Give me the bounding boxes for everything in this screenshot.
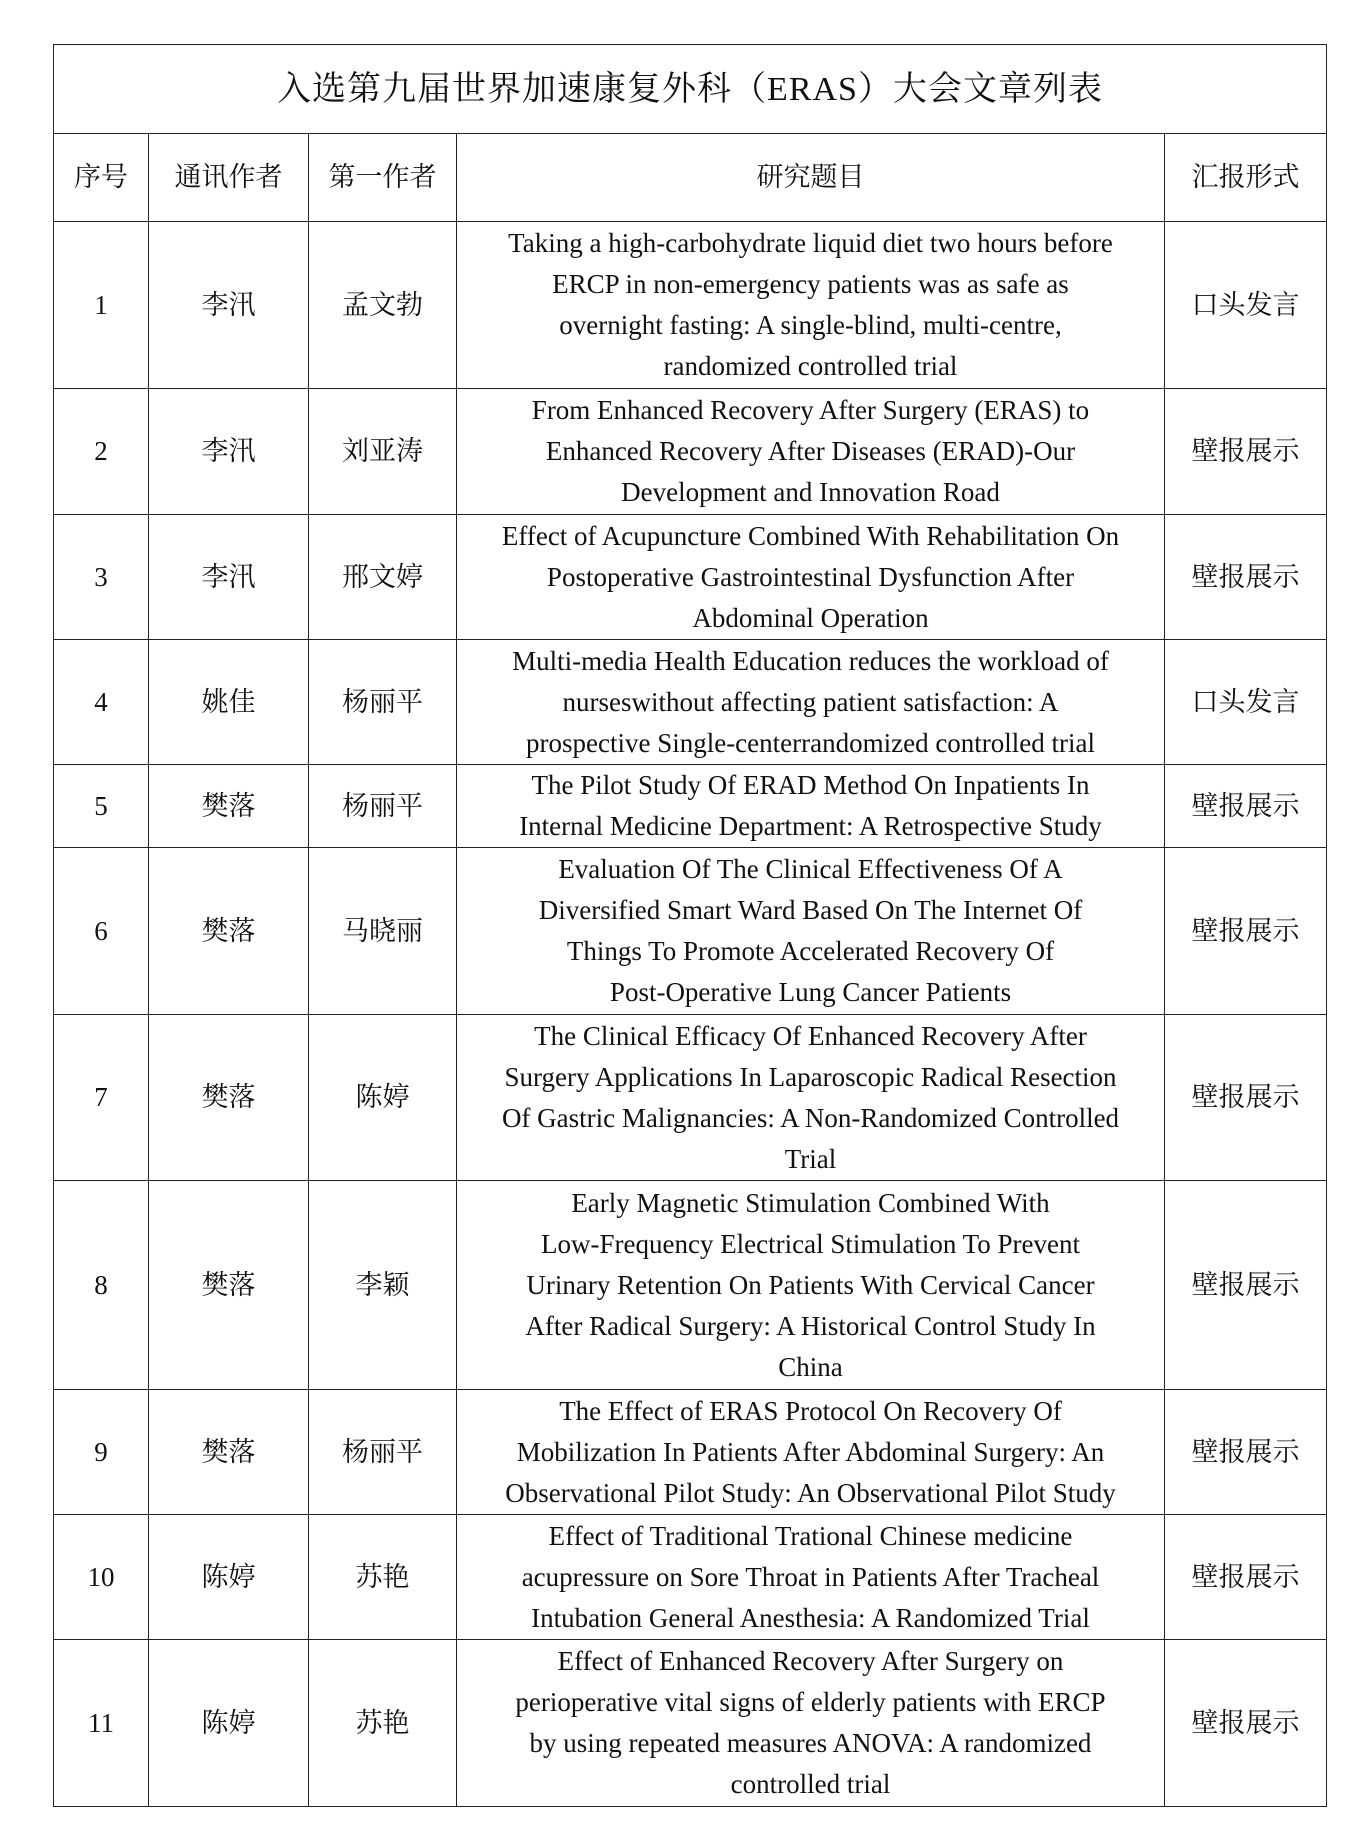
- research-title: [457, 765, 1165, 848]
- first-author: 刘亚涛: [309, 389, 457, 515]
- research-title-line: Things To Promote Accelerated Recovery Of: [566, 936, 1055, 966]
- research-title-line: Taking a high-carbohydrate liquid diet two hours before: [508, 228, 1113, 258]
- research-title-line: Surgery Applications In Laparoscopic Radical Resection: [504, 1061, 1117, 1092]
- research-title: [457, 1515, 1165, 1640]
- research-title: [457, 1181, 1165, 1390]
- table-row: [54, 222, 1327, 389]
- research-title: [457, 848, 1165, 1015]
- corresponding-author: 姚佳: [149, 640, 309, 765]
- research-title-line: Effect of Traditional Trational Chinese medicine: [548, 1520, 1073, 1551]
- presentation-format: 壁报展示: [1165, 1515, 1327, 1640]
- first-author: 李颖: [309, 1181, 457, 1390]
- table-row: [54, 640, 1327, 765]
- research-title-line: China: [778, 1351, 843, 1382]
- table-row: [54, 765, 1327, 848]
- research-title-line: Development and Innovation Road: [621, 477, 1000, 507]
- research-title-line: Post-Operative Lung Cancer Patients: [609, 977, 1012, 1007]
- research-title-line: Internal Medicine Department: A Retrospective Study: [519, 811, 1102, 841]
- research-title-line: The Effect of ERAS Protocol On Recovery Of: [559, 1395, 1062, 1426]
- table-row: [54, 1181, 1327, 1390]
- research-title: [457, 1390, 1165, 1515]
- corresponding-author: 樊落: [149, 1390, 309, 1515]
- table-row: [54, 1640, 1327, 1807]
- presentation-format: 壁报展示: [1165, 1390, 1327, 1515]
- table-title-row: [54, 45, 1327, 134]
- research-title-line: Early Magnetic Stimulation Combined With: [571, 1187, 1050, 1218]
- research-title-line: Observational Pilot Study: An Observational Pilot Study: [505, 1477, 1116, 1508]
- article-list-table: [53, 44, 1327, 1807]
- research-title-line: perioperative vital signs of elderly patients with ERCP: [515, 1687, 1106, 1717]
- corresponding-author: 樊落: [149, 765, 309, 848]
- corresponding-author: 陈婷: [149, 1640, 309, 1807]
- table-row: [54, 848, 1327, 1015]
- header-research-title: 研究题目: [457, 134, 1165, 222]
- research-title-line: Evaluation Of The Clinical Effectiveness Of A: [558, 854, 1063, 884]
- presentation-format: 壁报展示: [1165, 389, 1327, 515]
- table-row: [54, 389, 1327, 515]
- row-number: 3: [54, 515, 149, 640]
- research-title-line: Of Gastric Malignancies: A Non-Randomized Controlled: [501, 1102, 1120, 1133]
- research-title-line: Effect of Acupuncture Combined With Rehabilitation On: [501, 520, 1120, 551]
- research-title-line: acupressure on Sore Throat in Patients After Tracheal: [521, 1561, 1100, 1592]
- research-title-line: From Enhanced Recovery After Surgery (ERAS) to: [531, 395, 1090, 425]
- research-title-line: ERCP in non-emergency patients was as safe as: [552, 269, 1069, 299]
- presentation-format: 壁报展示: [1165, 1181, 1327, 1390]
- research-title: [457, 515, 1165, 640]
- corresponding-author: 李汛: [149, 222, 309, 389]
- research-title-line: by using repeated measures ANOVA: A randomized: [529, 1728, 1092, 1758]
- header-presentation-format: 汇报形式: [1165, 134, 1327, 222]
- first-author: 苏艳: [309, 1640, 457, 1807]
- corresponding-author: 李汛: [149, 389, 309, 515]
- presentation-format: 口头发言: [1165, 640, 1327, 765]
- presentation-format: 壁报展示: [1165, 515, 1327, 640]
- first-author: 苏艳: [309, 1515, 457, 1640]
- table-row: [54, 515, 1327, 640]
- research-title-line: Low-Frequency Electrical Stimulation To Prevent: [541, 1228, 1080, 1259]
- table-title: 入选第九届世界加速康复外科（ERAS）大会文章列表: [54, 45, 1327, 134]
- research-title-line: Intubation General Anesthesia: A Randomized Trial: [531, 1602, 1090, 1633]
- header-row: [54, 134, 1327, 222]
- row-number: 10: [54, 1515, 149, 1640]
- research-title-line: Urinary Retention On Patients With Cervical Cancer: [526, 1269, 1095, 1300]
- research-title-line: The Pilot Study Of ERAD Method On Inpatients In: [531, 770, 1090, 800]
- row-number: 1: [54, 222, 149, 389]
- corresponding-author: 樊落: [149, 1015, 309, 1181]
- row-number: 11: [54, 1640, 149, 1807]
- research-title-line: Postoperative Gastrointestinal Dysfunction After: [546, 561, 1075, 592]
- first-author: 杨丽平: [309, 1390, 457, 1515]
- presentation-format: 壁报展示: [1165, 1640, 1327, 1807]
- research-title-line: nurseswithout affecting patient satisfaction: A: [562, 686, 1059, 717]
- research-title-line: overnight fasting: A single-blind, multi-centre,: [559, 310, 1062, 340]
- row-number: 5: [54, 765, 149, 848]
- research-title-line: Mobilization In Patients After Abdominal Surgery: An: [516, 1436, 1105, 1467]
- research-title-line: Abdominal Operation: [692, 602, 929, 633]
- row-number: 6: [54, 848, 149, 1015]
- research-title-line: The Clinical Efficacy Of Enhanced Recovery After: [534, 1020, 1087, 1051]
- header-corresponding-author: 通讯作者: [149, 134, 309, 222]
- row-number: 4: [54, 640, 149, 765]
- first-author: 马晓丽: [309, 848, 457, 1015]
- first-author: 杨丽平: [309, 640, 457, 765]
- research-title-line: Multi-media Health Education reduces the workload of: [512, 645, 1109, 676]
- research-title: [457, 1640, 1165, 1807]
- table-row: [54, 1390, 1327, 1515]
- presentation-format: 口头发言: [1165, 222, 1327, 389]
- research-title-line: After Radical Surgery: A Historical Control Study In: [525, 1310, 1096, 1341]
- row-number: 2: [54, 389, 149, 515]
- research-title-line: Effect of Enhanced Recovery After Surgery on: [557, 1646, 1064, 1676]
- row-number: 8: [54, 1181, 149, 1390]
- research-title-line: prospective Single-centerrandomized controlled trial: [525, 727, 1096, 758]
- table-row: [54, 1515, 1327, 1640]
- presentation-format: 壁报展示: [1165, 765, 1327, 848]
- research-title: [457, 222, 1165, 389]
- first-author: 邢文婷: [309, 515, 457, 640]
- corresponding-author: 李汛: [149, 515, 309, 640]
- research-title-line: Trial: [784, 1143, 837, 1174]
- research-title: [457, 640, 1165, 765]
- first-author: 杨丽平: [309, 765, 457, 848]
- corresponding-author: 樊落: [149, 1181, 309, 1390]
- research-title-line: Diversified Smart Ward Based On The Internet Of: [538, 895, 1083, 925]
- corresponding-author: 陈婷: [149, 1515, 309, 1640]
- research-title: [457, 389, 1165, 515]
- table-row: [54, 1015, 1327, 1181]
- first-author: 孟文勃: [309, 222, 457, 389]
- corresponding-author: 樊落: [149, 848, 309, 1015]
- presentation-format: 壁报展示: [1165, 848, 1327, 1015]
- research-title-line: Enhanced Recovery After Diseases (ERAD)-Our: [545, 436, 1076, 466]
- research-title-line: randomized controlled trial: [663, 351, 958, 381]
- row-number: 9: [54, 1390, 149, 1515]
- research-title-line: controlled trial: [730, 1769, 891, 1799]
- research-title: [457, 1015, 1165, 1181]
- first-author: 陈婷: [309, 1015, 457, 1181]
- header-first-author: 第一作者: [309, 134, 457, 222]
- presentation-format: 壁报展示: [1165, 1015, 1327, 1181]
- row-number: 7: [54, 1015, 149, 1181]
- header-no: 序号: [54, 134, 149, 222]
